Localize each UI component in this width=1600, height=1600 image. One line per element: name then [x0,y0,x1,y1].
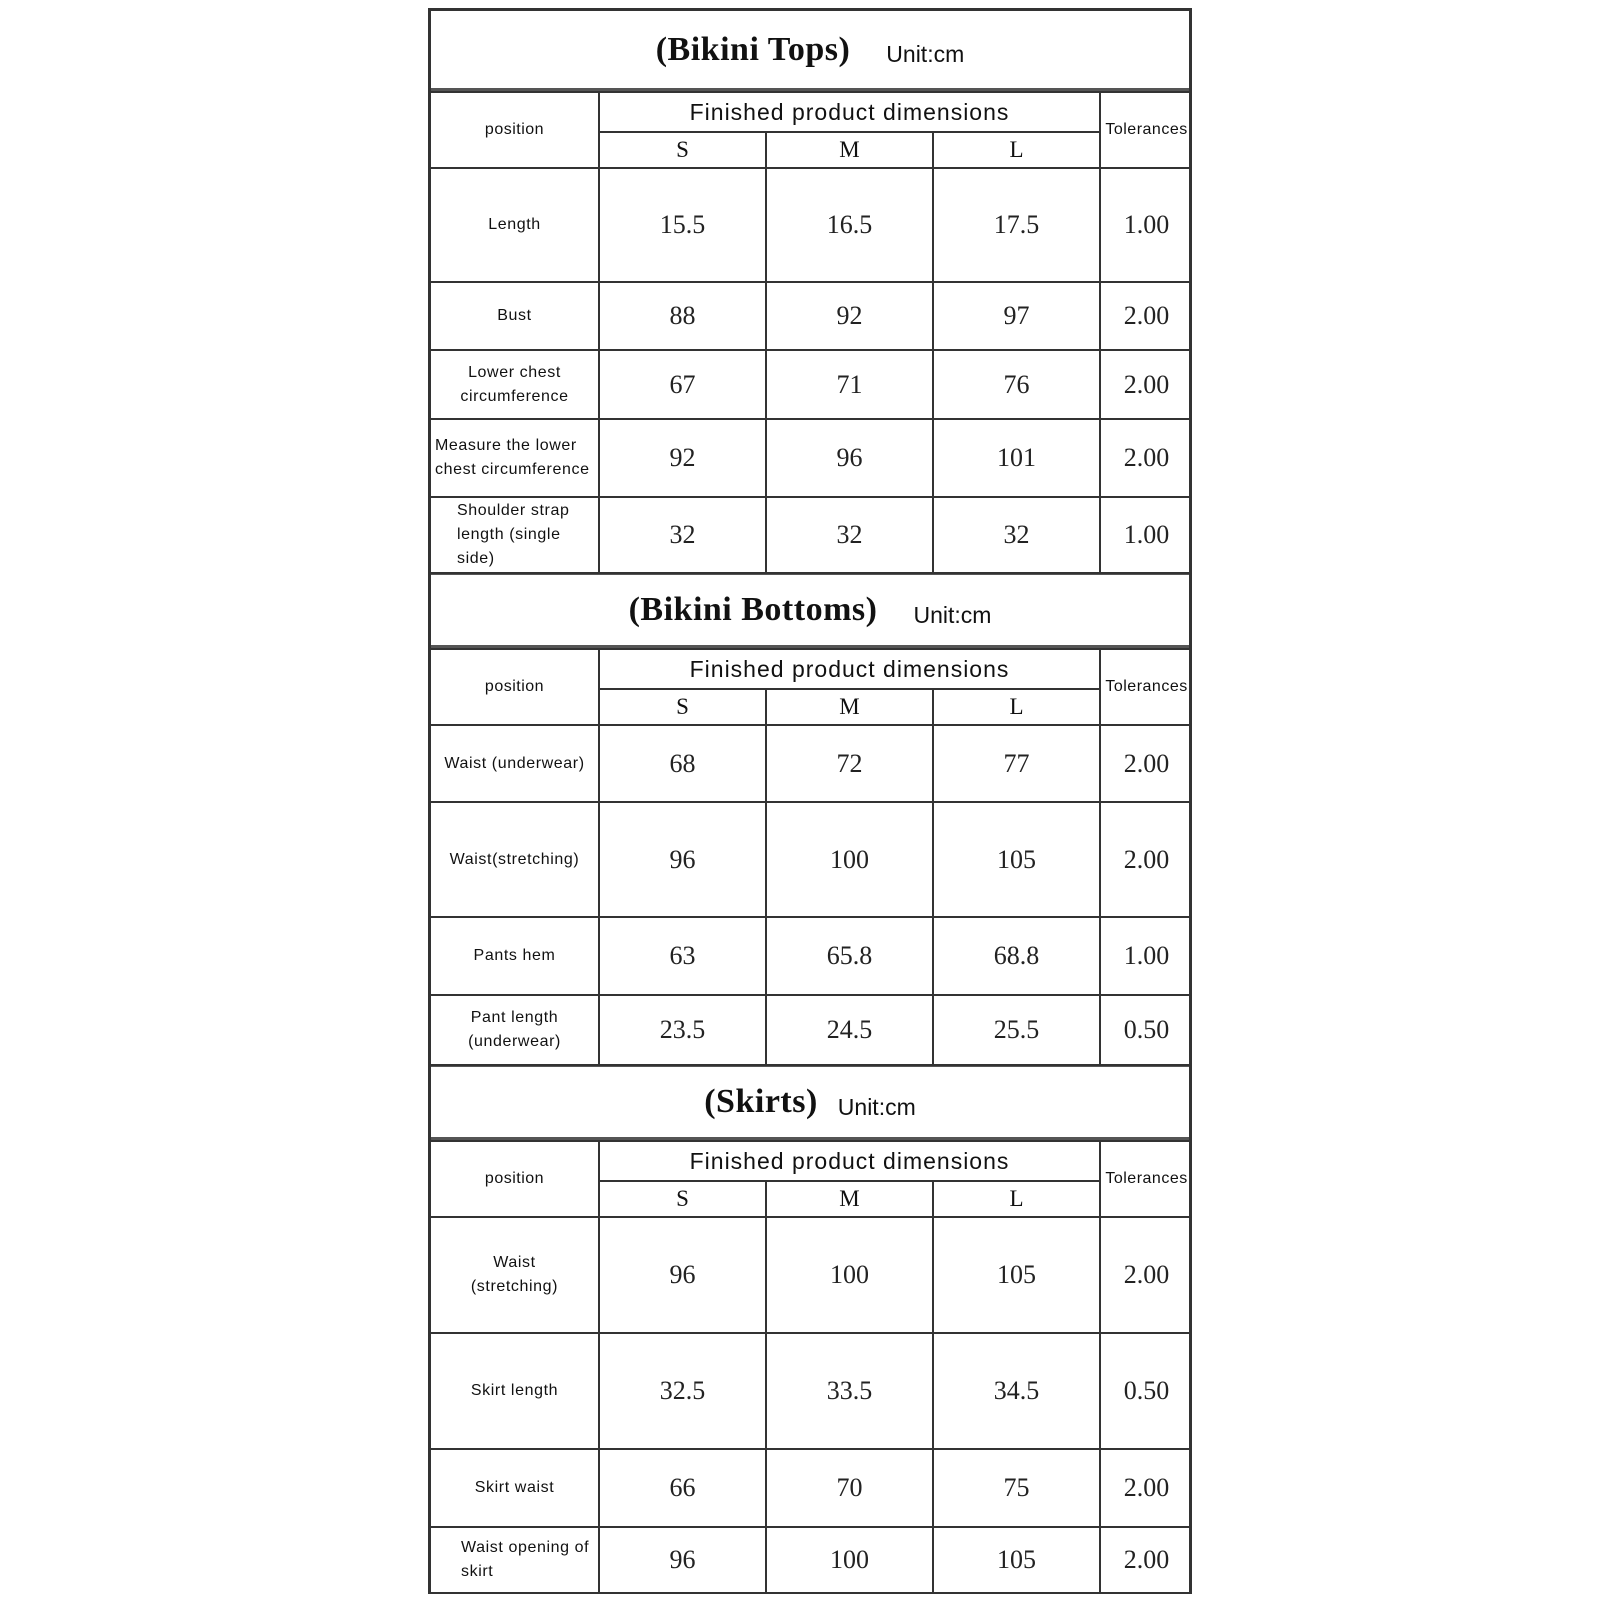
value-m: 33.5 [766,1333,933,1449]
section-header-bikini-bottoms [431,574,1189,648]
section-title: (Bikini Tops) [655,30,851,68]
value-l: 68.8 [933,917,1100,995]
row-position-label: Waist (stretching) [431,1217,599,1333]
row-position-label: Length [431,168,599,282]
value-m: 72 [766,725,933,802]
row-position-label: Waist(stretching) [431,802,599,917]
table-row [431,1449,1192,1527]
row-position-label: Pants hem [431,917,599,995]
value-l: 25.5 [933,995,1100,1065]
value-s: 66 [599,1449,766,1527]
row-position-label: Bust [431,282,599,350]
value-s: 23.5 [599,995,766,1065]
header-size-l: L [933,1181,1100,1217]
header-position: position [431,92,599,168]
value-s: 92 [599,419,766,497]
value-l: 105 [933,1527,1100,1593]
value-l: 97 [933,282,1100,350]
value-l: 101 [933,419,1100,497]
value-tolerance: 1.00 [1100,168,1192,282]
size-chart [428,8,1192,1594]
header-finished-dimensions: Finished product dimensions [599,92,1100,132]
value-s: 96 [599,1527,766,1593]
value-tolerance: 0.50 [1100,1333,1192,1449]
section-title: (Bikini Bottoms) [628,591,878,628]
value-m: 16.5 [766,168,933,282]
header-tolerances: Tolerances [1100,1141,1192,1217]
table-row [431,802,1192,917]
header-size-m: M [766,1181,933,1217]
section-header-bikini-tops [431,11,1189,91]
header-finished-dimensions: Finished product dimensions [599,649,1100,689]
value-l: 77 [933,725,1100,802]
table-row [431,917,1192,995]
value-m: 100 [766,802,933,917]
size-table-skirts [431,1140,1192,1594]
value-l: 32 [933,497,1100,573]
table-row [431,168,1192,282]
value-m: 70 [766,1449,933,1527]
table-row [431,282,1192,350]
header-size-l: L [933,132,1100,168]
value-l: 105 [933,1217,1100,1333]
value-l: 75 [933,1449,1100,1527]
value-tolerance: 2.00 [1100,1527,1192,1593]
header-size-l: L [933,689,1100,725]
value-m: 100 [766,1217,933,1333]
value-m: 24.5 [766,995,933,1065]
value-l: 17.5 [933,168,1100,282]
row-position-label: Waist opening of skirt [431,1527,599,1593]
value-tolerance: 2.00 [1100,1217,1192,1333]
header-finished-dimensions: Finished product dimensions [599,1141,1100,1181]
header-size-m: M [766,689,933,725]
row-position-label: Skirt length [431,1333,599,1449]
value-m: 32 [766,497,933,573]
value-l: 34.5 [933,1333,1100,1449]
value-s: 15.5 [599,168,766,282]
section-header-skirts [431,1066,1189,1140]
row-position-label: Lower chest circumference [431,350,599,419]
row-position-label: Skirt waist [431,1449,599,1527]
value-s: 96 [599,802,766,917]
header-position: position [431,1141,599,1217]
value-tolerance: 1.00 [1100,497,1192,573]
value-s: 63 [599,917,766,995]
table-row [431,497,1192,573]
value-m: 96 [766,419,933,497]
table-row [431,1527,1192,1593]
section-title: (Skirts) [704,1083,818,1120]
value-s: 32 [599,497,766,573]
header-tolerances: Tolerances [1100,649,1192,725]
row-position-label: Shoulder strap length (single side) [431,497,599,573]
table-row [431,350,1192,419]
size-table-bikini-tops [431,91,1192,574]
header-size-m: M [766,132,933,168]
value-s: 32.5 [599,1333,766,1449]
value-s: 68 [599,725,766,802]
table-row [431,995,1192,1065]
header-position: position [431,649,599,725]
table-row [431,419,1192,497]
header-size-s: S [599,132,766,168]
unit-label: Unit:cm [886,41,965,67]
value-tolerance: 2.00 [1100,350,1192,419]
value-s: 96 [599,1217,766,1333]
value-l: 76 [933,350,1100,419]
value-m: 71 [766,350,933,419]
value-s: 67 [599,350,766,419]
value-tolerance: 1.00 [1100,917,1192,995]
table-row [431,725,1192,802]
value-m: 100 [766,1527,933,1593]
value-tolerance: 2.00 [1100,725,1192,802]
row-position-label: Measure the lower chest circumference [431,419,599,497]
row-position-label: Waist (underwear) [431,725,599,802]
value-tolerance: 0.50 [1100,995,1192,1065]
table-row [431,1217,1192,1333]
value-tolerance: 2.00 [1100,802,1192,917]
header-size-s: S [599,689,766,725]
header-tolerances: Tolerances [1100,92,1192,168]
value-l: 105 [933,802,1100,917]
value-tolerance: 2.00 [1100,282,1192,350]
value-m: 65.8 [766,917,933,995]
value-s: 88 [599,282,766,350]
value-m: 92 [766,282,933,350]
header-size-s: S [599,1181,766,1217]
value-tolerance: 2.00 [1100,419,1192,497]
row-position-label: Pant length (underwear) [431,995,599,1065]
value-tolerance: 2.00 [1100,1449,1192,1527]
size-table-bikini-bottoms [431,648,1192,1066]
unit-label: Unit:cm [913,601,992,628]
unit-label: Unit:cm [837,1093,916,1120]
table-row [431,1333,1192,1449]
